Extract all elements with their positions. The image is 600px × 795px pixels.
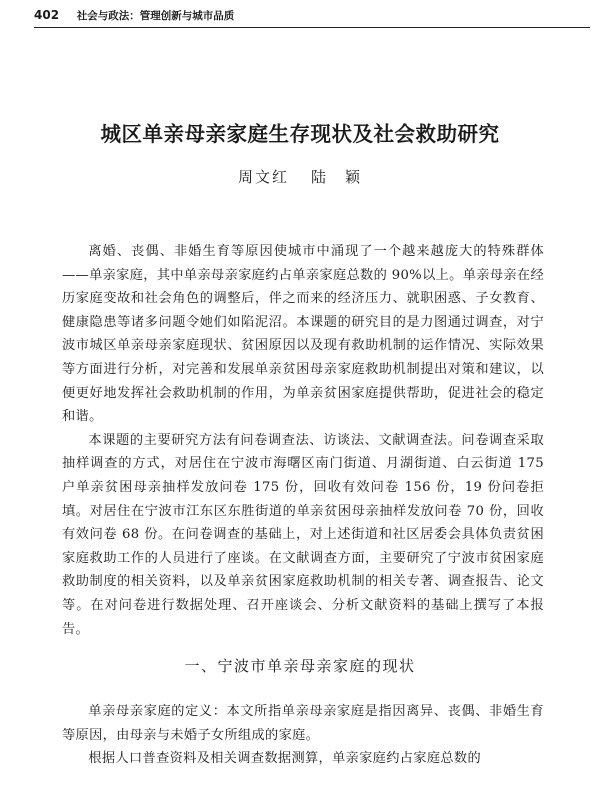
- page-number: 402: [34, 8, 60, 22]
- section-heading: 一、宁波市单亲母亲家庭的现状: [184, 657, 416, 675]
- journal-title: 社会与政法：管理创新与城市品质: [76, 10, 235, 22]
- abstract-paragraph: 本课题的主要研究方法有问卷调查法、访谈法、文献调查法。问卷调查采取抽样调查的方式，对居住在宁波市海曙区南门街道、月湖街道、白云街道 175 户单亲贫困母亲抽样发放问卷 175 份，回收有效问卷 156 份，19 份问卷拒填。对居住在宁波市江东区东胜街道的单亲贫困母亲抽样发放问卷 70 份，回收有效问卷 68 份。在问卷调查的基础上，对上述街道和社区居委会具体负责贫困家庭救助工作的人员进行了座谈。在文献调查方面，主要研究了宁波市贫困家庭救助制度的相关资料，以及单亲贫困家庭救助机制的相关专著、调查报告、论文等。在对问卷进行数据处理、召开座谈会、分析文献资料的基础上撰写了本报告。: [62, 432, 544, 637]
- article-authors: [0, 166, 600, 187]
- author-name: 陆 颖: [311, 168, 363, 186]
- section-body: [62, 700, 544, 771]
- header-rule: [34, 27, 590, 28]
- body-paragraph: 单亲母亲家庭的定义：本文所指单亲母亲家庭是指因离异、丧偶、非婚生育等原因，由母亲与未婚子女所组成的家庭。: [62, 704, 544, 743]
- running-header: [34, 8, 234, 23]
- abstract-paragraph: 离婚、丧偶、非婚生育等原因使城市中涌现了一个越来越庞大的特殊群体——单亲家庭，其中单亲母亲家庭约占单亲家庭总数的 90%以上。单亲母亲在经历家庭变故和社会角色的调整后，伴之而来的经济压力、就职困惑、子女教育、健康隐患等诸多问题令她们如陷泥沼。本课题的研究目的是力图通过调查，对宁波市城区单亲母亲家庭现状、贫困原因以及现有救助机制的运作情况、实际效果等方面进行分析，对完善和发展单亲贫困母亲家庭救助机制提出对策和建议，以便更好地发挥社会救助机制的作用，为单亲贫困家庭提供帮助，促进社会的稳定和谐。: [62, 244, 544, 425]
- body-paragraph: 根据人口普查资料及相关调查数据测算，单亲家庭约占家庭总数的: [88, 751, 481, 767]
- author-name: 周文红: [237, 168, 289, 186]
- abstract-block: [62, 240, 544, 641]
- article-title: 城区单亲母亲家庭生存现状及社会救助研究: [100, 122, 500, 146]
